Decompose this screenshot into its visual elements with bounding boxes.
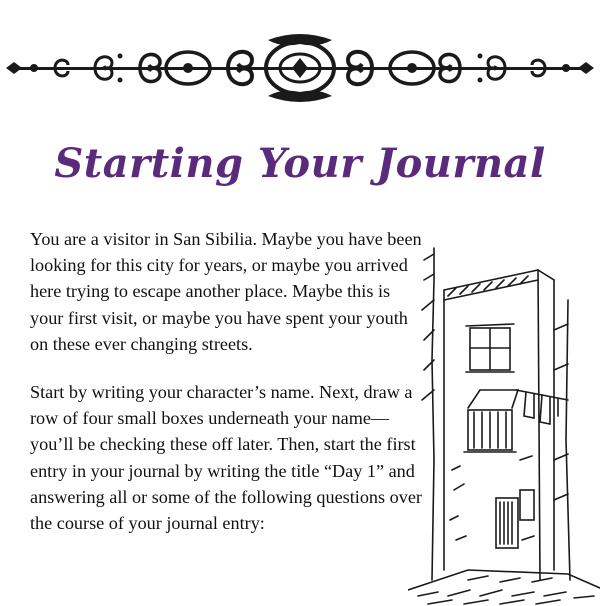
body-text [30,226,425,558]
old-building-street-sketch [408,240,600,606]
scrollwork-ornament [0,30,600,110]
instructions-paragraph: Start by writing your character’s name. Next, draw a row of four small boxes underneath your name—you’ll be checking these off later. Then, start the first entry in your journal by writing the title “Day 1” and answering all or some of the following questions over the course of your journal entry: [30,382,422,534]
page-title: Starting Your Journal [54,140,546,187]
intro-paragraph: You are a visitor in San Sibilia. Maybe you have been looking for this city for years, or maybe you arrived here trying to escape another place. Maybe this is your first visit, or maybe you have spent your youth on these ever changing streets. [30,229,422,354]
